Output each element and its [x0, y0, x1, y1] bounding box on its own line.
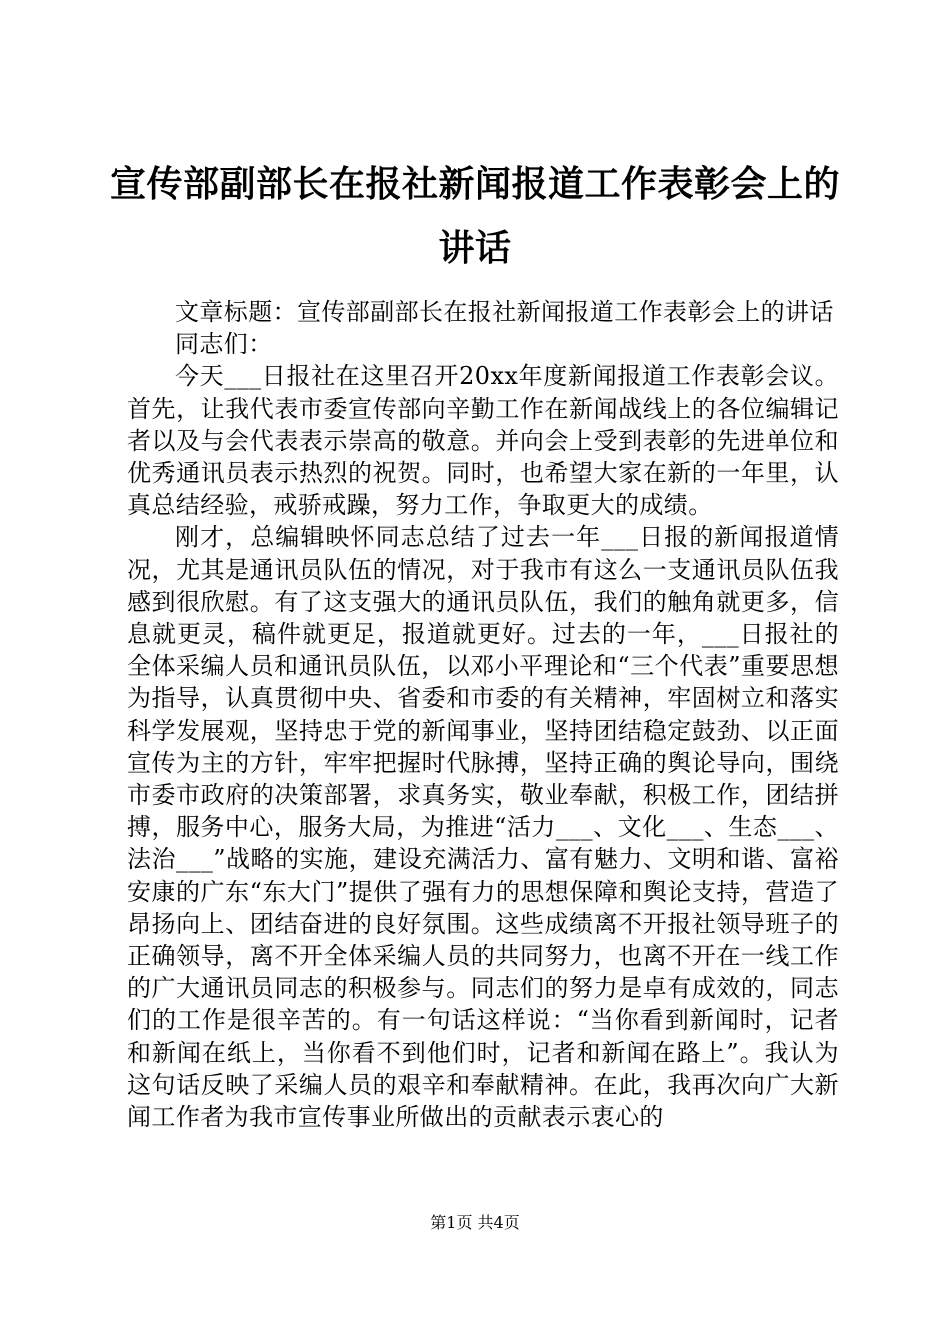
document-body [127, 296, 839, 1133]
paragraph-article-title: 文章标题：宣传部副部长在报社新闻报道工作表彰会上的讲话 [175, 298, 834, 326]
page-number: 第1页 共4页 [430, 1213, 520, 1232]
paragraph-opening: 今天___日报社在这里召开20xx年度新闻报道工作表彰会议。首先，让我代表市委宣传部向辛勤工作在新闻战线上的各位编辑记者以及与会代表表示崇高的敬意。并向会上受到表彰的先进单位和优秀通讯员表示热烈的祝贺。同时，也希望大家在新的一年里，认真总结经验，戒骄戒躁，努力工作，争取更大的成绩。 [127, 362, 839, 520]
paragraph-salutation: 同志们： [175, 330, 273, 359]
paragraph-review: 刚才，总编辑映怀同志总结了过去一年___日报的新闻报道情况，尤其是通讯员队伍的情况，对于我市有这么一支通讯员队伍我感到很欣慰。有了这支强大的通讯员队伍，我们的触角就更多，信息就更灵，稿件就更足，报道就更好。过去的一年，___日报社的全体采编人员和通讯员队伍，以邓小平理论和“三个代表”重要思想为指导，认真贯彻中央、省委和市委的有关精神，牢固树立和落实科学发展观，坚持忠于党的新闻事业，坚持团结稳定鼓劲、以正面宣传为主的方针，牢牢把握时代脉搏，坚持正确的舆论导向，围绕市委市政府的决策部署，求真务实，敬业奉献，积极工作，团结拼搏，服务中心，服务大局，为推进“活力___、文化___、生态___、法治___”战略的实施，建设充满活力、富有魅力、文明和谐、富裕安康的广东“东大门”提供了强有力的思想保障和舆论支持，营造了昂扬向上、团结奋进的良好氛围。这些成绩离不开报社领导班子的正确领导，离不开全体采编人员的共同努力，也离不开在一线工作的广大通讯员同志的积极参与。同志们的努力是卓有成效的，同志们的工作是很辛苦的。有一句话这样说：“当你看到新闻时，记者和新闻在纸上，当你看不到他们时，记者和新闻在路上”。我认为这句话反映了采编人员的艰辛和奉献精神。在此，我再次向广大新闻工作者为我市宣传事业所做出的贡献表示衷心的 [127, 523, 839, 1132]
document-title: 宣传部副部长在报社新闻报道工作表彰会上的讲话 [109, 163, 840, 269]
